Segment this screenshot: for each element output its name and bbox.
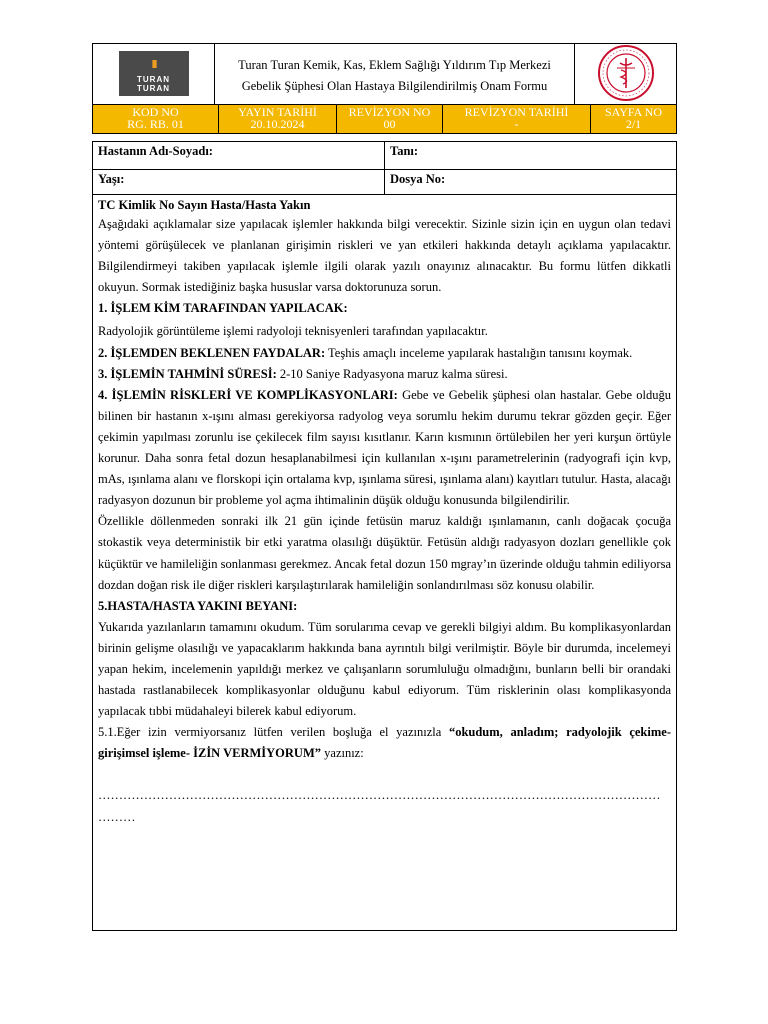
consent-form [92, 141, 677, 931]
meta-cell-page-no [591, 105, 677, 134]
patient-detail-row [93, 170, 676, 195]
section-1-text: Radyolojik görüntüleme işlemi radyoloji teknisyenleri tarafından yapılacaktır. [98, 324, 488, 339]
meta-table [92, 104, 677, 134]
turan-logo [119, 51, 189, 96]
logo-cell [93, 44, 215, 108]
section-4-text: Gebe ve Gebelik şüphesi olan hastalar. Gebe olduğu bilinen bir hastanın x-ışını alması gerekiyorsa radyolog veya sorumlu hekim durumu tekrar gözden geçir. Eğer çekimin yapılması zorunlu ise çekilecek film sayısı kısıtlanır. Karın kısmının örtülebilen her yeri kurşun örtüyle korunur. Daha sonra fetal dozun hesaplanabilmesi için kullanılan x-ışını parametrelerinin (radyografi için kvp, mAs, ışınlama alanı ve florskopi için ortalama kvp, ışınlama süresi, ışınlama alanı) kayıtları tutulur. Hasta, alacağı radyasyon dozunun bir probleme yol açma ihtimalinin düşük olduğu konusunda bilgilendirilir. [98, 387, 671, 508]
patient-name-field[interactable]: Hastanın Adı-Soyadı: [93, 142, 385, 169]
logo-text-2: TURAN [137, 83, 170, 93]
section-5-1-end: yazınız: [321, 746, 364, 761]
section-3-title: 3. İŞLEMİN TAHMİNİ SÜRESİ: [98, 366, 277, 381]
logo-text-1: TURAN [137, 74, 170, 84]
meta-value: 00 [383, 117, 396, 131]
meta-label: SAYFA NO [604, 105, 663, 119]
meta-value: RG. RB. 01 [127, 117, 184, 131]
meta-cell-revision-no [337, 105, 443, 134]
header-table [92, 43, 677, 108]
document-title [215, 44, 575, 108]
section-2-title: 2. İŞLEMDEN BEKLENEN FAYDALAR: [98, 345, 326, 360]
meta-cell-code [93, 105, 219, 134]
section-3 [98, 364, 671, 385]
diagnosis-field[interactable]: Tanı: [390, 144, 419, 158]
meta-label: YAYIN TARİHİ [238, 105, 317, 119]
section-1-title: 1. İŞLEM KİM TARAFINDAN YAPILACAK: [98, 301, 348, 316]
logo-mark-icon: ıı [151, 54, 156, 72]
section-3-text: 2-10 Saniye Radyasyona maruz kalma süresi. [276, 366, 508, 381]
section-5-title: 5.HASTA/HASTA YAKINI BEYANI: [98, 598, 298, 613]
meta-value: 2/1 [625, 117, 642, 131]
patient-info-row [93, 142, 676, 170]
file-no-field[interactable]: Dosya No: [390, 172, 446, 186]
section-4-paragraph-2: Özellikle döllenmeden sonraki ilk 21 gün içinde fetüsün maruz kaldığı ışınlamanın, canlı doğacak çocuğa stokastik veya deterministik bir etki yaratma olasılığı düşüktür. Fetüsün aldığı radyasyon dozları genellikle çok küçüktür ve hamileliğin sonlanması gerekmez. Ancak fetal dozun 150 mgray’ın üzerinde olduğu tahmin ediliyorsa dozdan doğan risk ile diğer riskleri karşılaştırılarak hamileliğin sonlandırılması söz konusu olabilir. [98, 514, 671, 592]
section-5-text: Yukarıda yazılanların tamamını okudum. Tüm sorularıma cevap ve gerekli bilgiyi aldım. Bu komplikasyonlardan birinin gelişme olasılığı ve yapacaklarım hakkında bana ayrıntılı bilgi verilmiştir. Böyle bir durumda, incelemeyi yapan hekim, incelemenin yapıldığı merkez ve çalışanların sorumluluğu olmadığını, bunların belli bir orandaki hastada rastlanabilecek komplikasyonlar olduğunu kabul ediyorum. Tüm risklerinin olası komplikasyonda yapılacak tıbbi müdahaleyi bilerek kabul ediyorum. [98, 619, 671, 719]
form-title: Gebelik Şüphesi Olan Hastaya Bilgilendirilmiş Onam Formu [241, 78, 548, 93]
meta-label: REVİZYON TARİHİ [464, 105, 569, 119]
ministry-seal-icon [593, 44, 659, 102]
meta-cell-revision-date [443, 105, 591, 134]
section-4-title: 4. İŞLEMİN RİSKLERİ VE KOMPLİKASYONLARI: [98, 387, 398, 402]
section-5-1-intro: 5.1.Eğer izin vermiyorsanız lütfen verilen boşluğa el yazınızla [98, 725, 449, 740]
tc-line: TC Kimlik No Sayın Hasta/Hasta Yakın [98, 198, 311, 212]
institution-name: Turan Turan Kemik, Kas, Eklem Sağlığı Yıldırım Tıp Merkezi [238, 57, 551, 72]
intro-paragraph: Aşağıdaki açıklamalar size yapılacak işlemler hakkında bilgi verecektir. Sizinle sizin için en uygun olan tedavi yöntemi görüşülecek ve planlanan girişimin riskleri ve yan etkileri hakkında detaylı açıklama yapılacaktır. Bilgilendirmeyi takiben yapılacak işlemle ilgili olarak yazılı onayınız alınacaktır. Bu formu lütfen dikkatli okuyun. Sormak istediğiniz başka hususlar varsa doktorunuza sorun. [98, 217, 671, 295]
section-2-text: Teşhis amaçlı inceleme yapılarak hastalığın tanısını koymak. [325, 345, 633, 360]
meta-label: REVİZYON NO [348, 105, 431, 119]
section-2 [98, 343, 671, 364]
handwriting-line-end[interactable]: ……… [98, 809, 136, 824]
section-5-1-quote: “okudum, anladım; radyolojik çekime-girişimsel işleme- İZİN VERMİYORUM” [98, 725, 671, 761]
seal-cell [575, 44, 677, 108]
form-body [93, 195, 676, 828]
section-4 [98, 385, 671, 512]
meta-value: - [514, 117, 519, 131]
meta-value: 20.10.2024 [250, 117, 305, 131]
age-field[interactable]: Yaşı: [93, 170, 385, 194]
section-5-1 [98, 722, 671, 764]
meta-label: KOD NO [132, 105, 179, 119]
meta-cell-publish-date [219, 105, 337, 134]
handwriting-line[interactable]: ……………………………………………………………………………………………………………………… [98, 788, 661, 803]
